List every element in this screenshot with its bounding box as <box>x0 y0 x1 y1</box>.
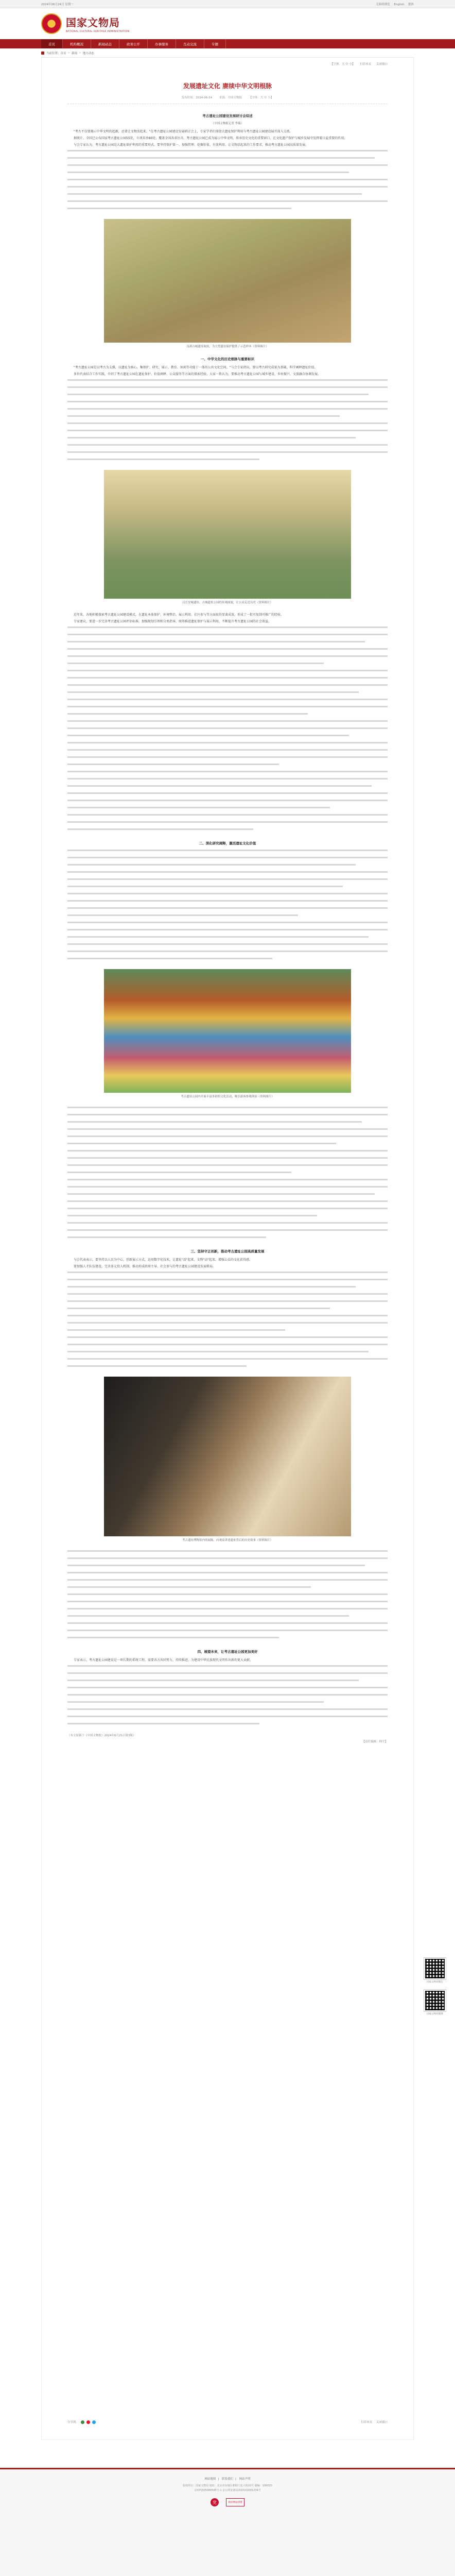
article-byline: （中国文物报记者 李瑞） <box>211 122 244 125</box>
paragraph: 近年来，各地积极探索考古遗址公园建设模式，在遗址本体保护、环境整治、展示利用、社区参与等方面取得显著成效，形成了一批可复制可推广的经验。 <box>74 613 284 617</box>
article-title: 发展遗址文化 赓续中华文明根脉 <box>183 82 272 90</box>
site-footer <box>0 2468 455 2576</box>
paragraph: 要加强人才队伍建设，完善多元投入机制，推动形成政府主导、社会参与的考古遗址公园建设发展格局。 <box>74 1265 216 1268</box>
qzone-share-icon[interactable] <box>92 2420 96 2424</box>
article-meta <box>67 95 388 104</box>
close-window-link[interactable]: 关闭窗口 <box>376 63 388 66</box>
statement-link[interactable]: 网站声明 <box>239 2478 251 2481</box>
current-date: 2024年06月24日 星期一 <box>41 3 74 6</box>
qr-label: 国家文物局微信 <box>427 1981 443 1984</box>
accessibility-link[interactable]: 无障碍浏览 <box>376 3 390 6</box>
article-image-cultural-event <box>104 969 351 1093</box>
close-window-button[interactable]: 关闭窗口 <box>376 2421 388 2424</box>
responsible-editor: 【责任编辑：韩宇】 <box>362 1740 388 1743</box>
qr-label: 国家文物局微博 <box>427 2013 443 2015</box>
paragraph: 专家建议，要进一步完善考古遗址公园评估标准，加强规划引领和分类指导，统筹推进遗址保护与展示利用，不断提升考古遗址公园的社会效益。 <box>74 620 272 623</box>
section-heading: 一、中华文化的历史根脉与重要标识 <box>201 357 254 361</box>
nav-topics[interactable]: 专题 <box>204 39 226 48</box>
wechat-share-icon[interactable] <box>81 2420 84 2424</box>
nav-services[interactable]: 办事服务 <box>148 39 176 48</box>
article-tools <box>67 62 388 66</box>
icp-text: 京ICP备05080545号-1 京公网安备11010102001234号 <box>194 2489 261 2492</box>
share-bar <box>67 2420 96 2424</box>
national-emblem-icon[interactable]: ★ <box>41 13 62 34</box>
text-block <box>67 1107 388 1242</box>
site-title[interactable]: 国家文物局 <box>66 16 120 29</box>
traditional-chinese-link[interactable]: 繁体 <box>408 3 414 6</box>
nav-news[interactable]: 新闻动态 <box>91 39 119 48</box>
wechat-qr-code <box>424 1958 446 1979</box>
text-block <box>67 1665 388 1728</box>
nav-about[interactable]: 机构概况 <box>63 39 91 48</box>
top-bar <box>0 0 455 8</box>
image-caption: 考古遗址博物馆内的展陈，向观众讲述遗址背后的历史故事（资料图片） <box>182 1539 273 1542</box>
article <box>41 58 414 2440</box>
sitemap-link[interactable]: 网站地图 <box>204 2478 216 2481</box>
site-title-en: NATIONAL CULTURAL HERITAGE ADMINISTRATION <box>66 30 130 33</box>
party-gov-badge-icon[interactable]: 党 <box>211 2498 219 2506</box>
article-image-park-landscape <box>104 470 351 599</box>
article-subhead: 考古遗址公园建设发展研讨会综述 <box>202 114 253 118</box>
section-heading: 三、坚持守正创新，推动考古遗址公园高质量发展 <box>190 1249 265 1253</box>
paragraph: 与会代表表示，要坚持以人民为中心，创新展示方式，运用数字化技术，让遗址"活"起来、文物"动"起来，增强公众的文化获得感。 <box>74 1258 253 1262</box>
copyright-text: 版权所有：国家文物局 地址：北京市东城区朝阳门北大街10号 邮编：100020 <box>183 2484 272 2487</box>
footer-badges <box>0 2498 455 2506</box>
paragraph: "考古遗址公园是以考古为支撑，以遗址为核心，集保护、研究、展示、教育、休闲等功能于一体的公共文化空间。"与会专家指出，要以考古研究成果为基础，科学阐释遗址价值。 <box>74 366 318 369</box>
section-heading: 四、展望未来，让考古遗址公园更加美好 <box>197 1650 258 1654</box>
text-block <box>67 379 388 464</box>
nav-interaction[interactable]: 互动交流 <box>176 39 204 48</box>
site-header <box>0 8 455 39</box>
text-block <box>67 626 388 834</box>
english-link[interactable]: English <box>394 3 405 6</box>
article-source: 来源：中国文物报 <box>219 96 242 99</box>
article-image-museum-exhibit <box>104 1377 351 1536</box>
paragraph: "考古不仅要揭示中华文明的起源，还要让文物活起来。"在考古遗址公园建设发展研讨会上，专家学者们围绕大遗址保护利用与考古遗址公园建设展开深入交流。 <box>74 130 293 133</box>
contact-link[interactable]: 联系我们 <box>221 2478 233 2481</box>
paragraph: 与会专家认为，考古遗址公园是大遗址保护利用的重要形式，要坚持保护第一、加强管理、挖掘价值、有效利用、让文物活起来的工作要求，推动考古遗址公园高质量发展。 <box>74 143 309 147</box>
font-size-switch[interactable]: 【字体：大 中 小】 <box>249 96 274 99</box>
qr-code-column <box>424 1958 446 2022</box>
error-report-badge[interactable]: 政府网站找错 <box>226 2498 244 2506</box>
footer-links: 网站地图 | 联系我们 | 网站声明 <box>204 2478 251 2481</box>
weibo-share-icon[interactable] <box>86 2420 90 2424</box>
print-link[interactable]: 打印本页 <box>360 63 372 66</box>
copyright <box>0 2484 455 2493</box>
paragraph: 多位代表结合工作实践，介绍了考古遗址公园在遗址保护、价值阐释、公众服务等方面的探索经验。大家一致认为，要推动考古遗址公园与城乡建设、乡村振兴、文旅融合协调发展。 <box>74 372 321 376</box>
text-block <box>67 1272 388 1370</box>
paragraph: 专家表示，考古遗址公园建设是一项长期的系统工程，需要各方共同努力，持续推进，为建设中华民族现代文明作出新的更大贡献。 <box>74 1658 253 1662</box>
text-block <box>67 1550 388 1642</box>
weibo-qr-code <box>424 1990 446 2011</box>
text-block <box>67 150 388 213</box>
print-page-button[interactable]: 打印本页 <box>361 2421 373 2424</box>
image-caption: 考古遗址公园内开展丰富多彩的文化活动，吸引游客参观体验（资料图片） <box>181 1095 274 1098</box>
location-icon <box>41 52 44 55</box>
nav-gov-affairs[interactable]: 政务公开 <box>119 39 148 48</box>
section-heading: 二、深化研究阐释，激活遗址文化价值 <box>199 841 256 845</box>
print-buttons <box>358 2420 388 2424</box>
image-caption: 良渚古城遗址航拍，为大型遗址保护提供了示范样本（资料图片） <box>186 345 269 348</box>
text-block <box>67 850 388 963</box>
article-image-site-aerial <box>104 219 351 343</box>
breadcrumb-home[interactable]: 当前位置：首页 <box>46 52 66 55</box>
main-nav <box>0 39 455 48</box>
font-size-control[interactable]: 【字体：大 中 小】 <box>330 63 355 66</box>
article-source-note: （本文原载于《中国文物报》2024年6月21日第3版） <box>67 1734 136 1737</box>
breadcrumb-news[interactable]: 新闻 <box>72 52 78 55</box>
breadcrumb-local[interactable]: 地方动态 <box>82 52 94 55</box>
image-caption: 汉长安城遗址，古城遗址公园的景观面貌，让公众走近历史（资料图片） <box>182 601 273 604</box>
paragraph: 据统计，全国已公布国家考古遗址公园55处，立项名单80处，覆盖全国各省区市。考古遗址公园已成为展示中华文明、传承历史文化的重要窗口，在文化遗产保护与城乡发展中发挥着日益重要的作用。 <box>74 137 347 140</box>
publish-time: 发布时间：2024-06-24 <box>181 96 213 99</box>
share-label: 分享到： <box>67 2421 79 2424</box>
nav-home[interactable]: 首页 <box>41 39 63 48</box>
breadcrumb: 当前位置：首页 > 新闻 > 地方动态 <box>41 48 414 58</box>
